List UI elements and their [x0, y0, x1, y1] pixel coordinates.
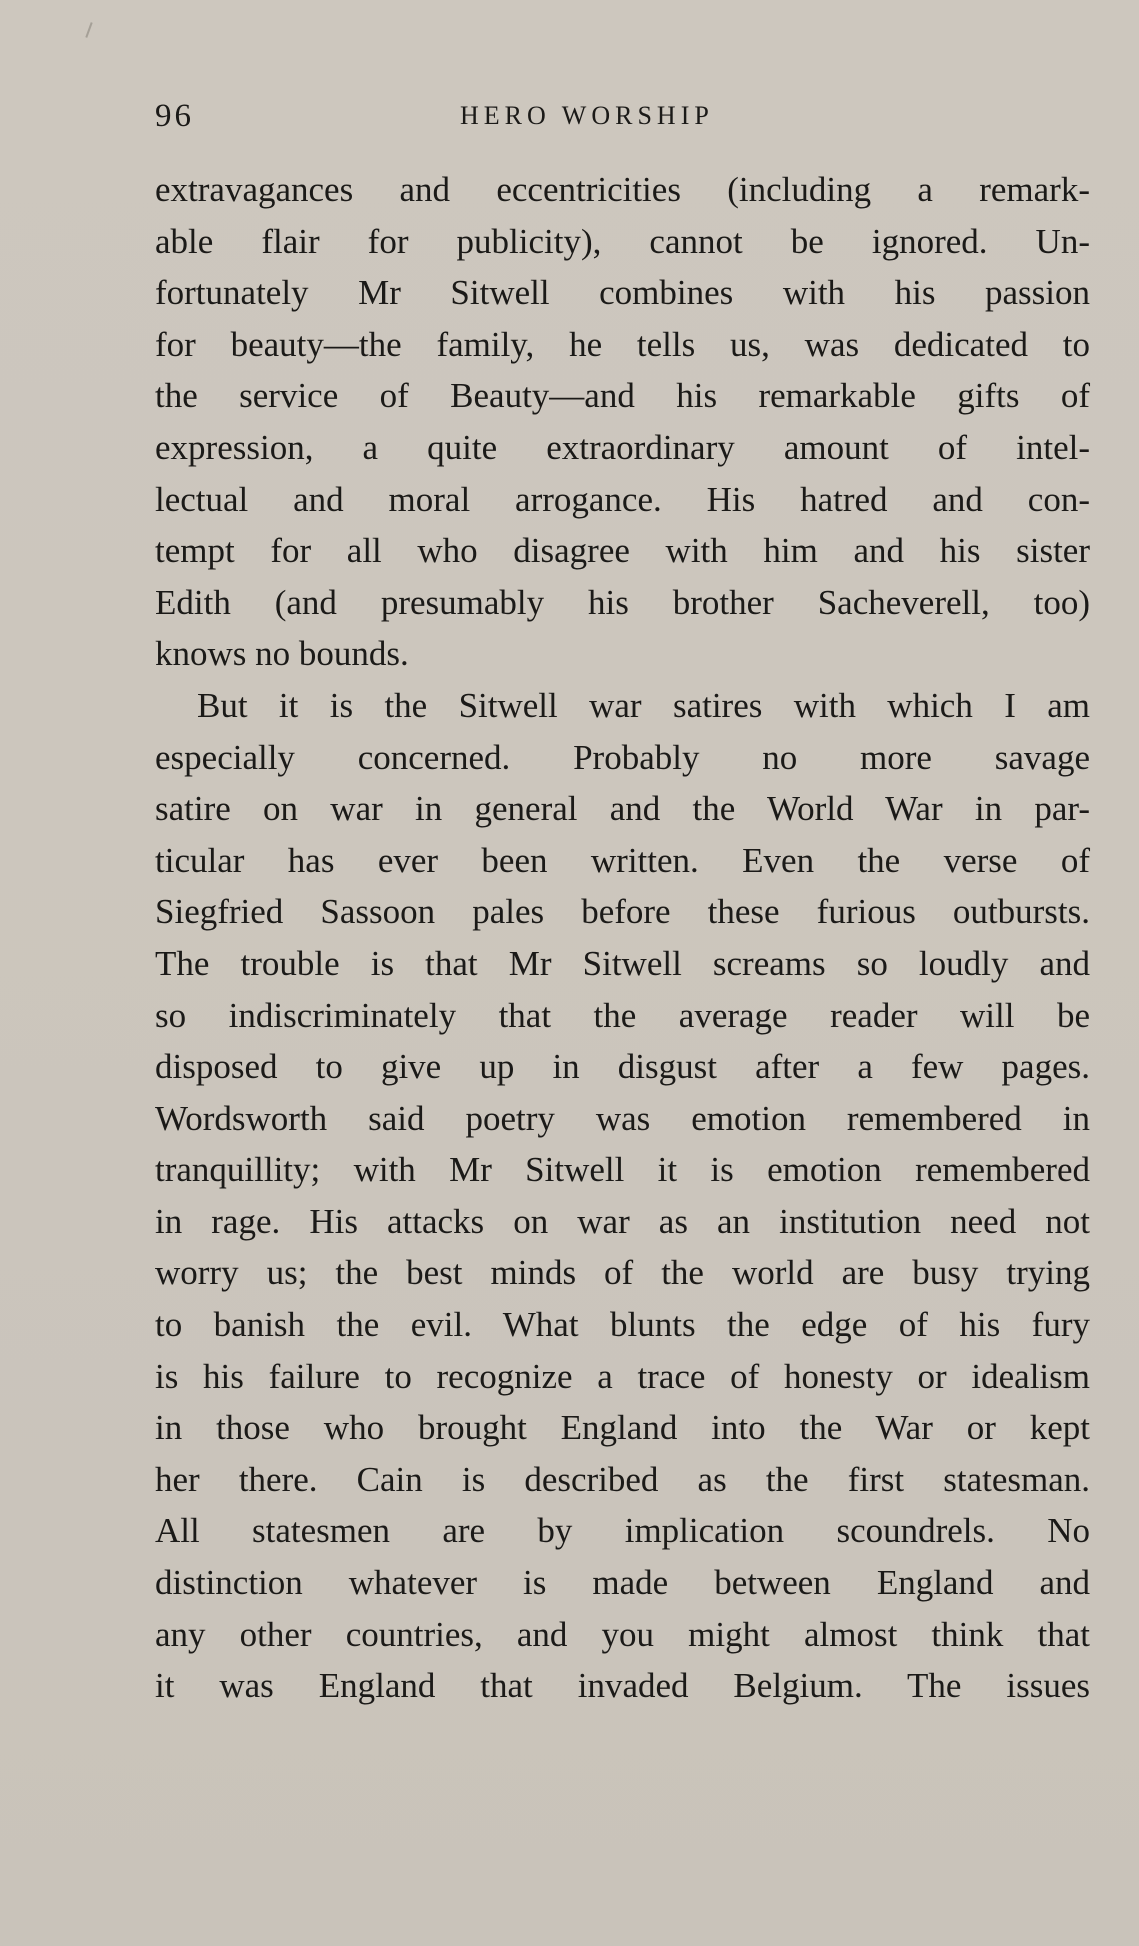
text-line: All statesmen are by implication scoundrels. No	[155, 1511, 1090, 1551]
text-line: Edith (and presumably his brother Sacheverell, too)	[155, 582, 1090, 622]
text-line: the service of Beauty—and his remarkable gifts of	[155, 376, 1090, 416]
text-line: in those who brought England into the War or kept	[155, 1408, 1090, 1448]
text-line: it was England that invaded Belgium. The issues	[155, 1666, 1090, 1706]
text-line: for beauty—the family, he tells us, was dedicated to	[155, 324, 1090, 364]
running-head	[155, 96, 1090, 136]
text-line: tempt for all who disagree with him and his sister	[155, 531, 1090, 571]
text-line: expression, a quite extraordinary amount of intel-	[155, 427, 1090, 467]
text-line: especially concerned. Probably no more savage	[155, 737, 1090, 777]
body-text	[155, 164, 1090, 1712]
text-line: her there. Cain is described as the first statesman.	[155, 1459, 1090, 1499]
text-line: The trouble is that Mr Sitwell screams so loudly and	[155, 943, 1090, 983]
text-line: extravagances and eccentricities (including a remark-	[155, 170, 1090, 209]
running-title: HERO WORSHIP	[460, 101, 714, 130]
text-line: lectual and moral arrogance. His hatred and con-	[155, 479, 1090, 519]
text-line: Wordsworth said poetry was emotion remembered in	[155, 1098, 1090, 1138]
text-line: is his failure to recognize a trace of honesty or idealism	[155, 1356, 1090, 1396]
text-line: so indiscriminately that the average reader will be	[155, 995, 1090, 1035]
text-line: Siegfried Sassoon pales before these furious outbursts.	[155, 892, 1090, 932]
text-line: fortunately Mr Sitwell combines with his passion	[155, 273, 1090, 313]
text-line: any other countries, and you might almost think that	[155, 1614, 1090, 1654]
text-line: distinction whatever is made between England and	[155, 1563, 1090, 1603]
text-line: in rage. His attacks on war as an institution need not	[155, 1201, 1090, 1241]
text-line: to banish the evil. What blunts the edge of his fury	[155, 1305, 1090, 1345]
text-line: tranquillity; with Mr Sitwell it is emotion remembered	[155, 1150, 1090, 1190]
text-line: ticular has ever been written. Even the verse of	[155, 840, 1090, 880]
text-line: disposed to give up in disgust after a few pages.	[155, 1047, 1090, 1087]
text-line: But it is the Sitwell war satires with which I am	[197, 685, 1090, 725]
text-line: able flair for publicity), cannot be ignored. Un-	[155, 221, 1090, 261]
pencil-mark	[85, 22, 92, 38]
page-number: 96	[155, 98, 194, 134]
text-line: satire on war in general and the World War in par-	[155, 789, 1090, 829]
text-line: knows no bounds.	[155, 634, 409, 674]
text-line: worry us; the best minds of the world are busy trying	[155, 1253, 1090, 1293]
